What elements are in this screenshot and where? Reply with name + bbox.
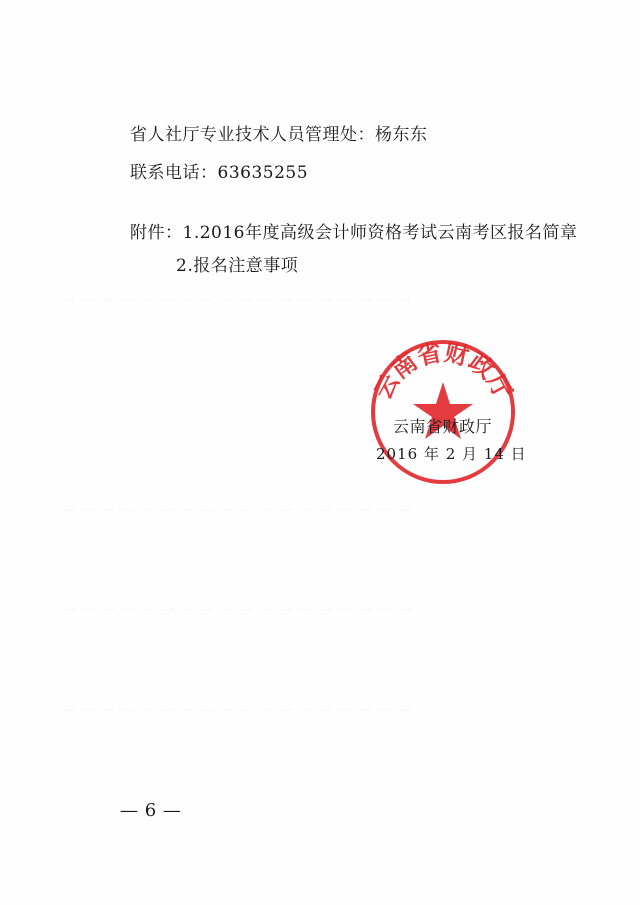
attachment-line-1: [130, 218, 577, 243]
phone-number: 63635255: [217, 163, 309, 183]
attachment-label: 附件：: [130, 223, 183, 243]
attachment-item-1: 1.2016年度高级会计师资格考试云南考区报名简章: [182, 223, 578, 243]
issue-date: 2016 年 2 月 14 日: [376, 445, 527, 463]
contact-line: [130, 120, 428, 145]
contact-name: 杨东东: [375, 125, 428, 145]
bleed-through-text: 一 一 一 一 一 一 一 一 一 一 一 一 一 一 一 一 一 一: [60, 292, 412, 310]
phone-label: 联系电话：: [130, 163, 218, 183]
contact-label: 省人社厅专业技术人员管理处：: [130, 125, 375, 145]
issuer-name: 云南省财政厅: [393, 417, 493, 436]
seal-text: 云南省财政厅: [369, 338, 517, 404]
bleed-through-text: 一 一 一 一 一 一 一 一 一 一 一 一 一 一 一 一 一 一: [60, 602, 412, 620]
page-number: — 6 —: [120, 800, 182, 821]
bleed-through-text: 一 一 一 一 一 一 一 一 一 一 一 一 一 一 一 一 一 一: [60, 702, 412, 720]
attachment-line-2: [176, 251, 298, 276]
bleed-through-text: 一 一 一 一 一 一 一 一 一 一 一 一 一 一 一 一 一 一: [60, 502, 412, 520]
phone-line: [130, 158, 308, 183]
attachment-item-2: 2.报名注意事项: [176, 256, 299, 276]
